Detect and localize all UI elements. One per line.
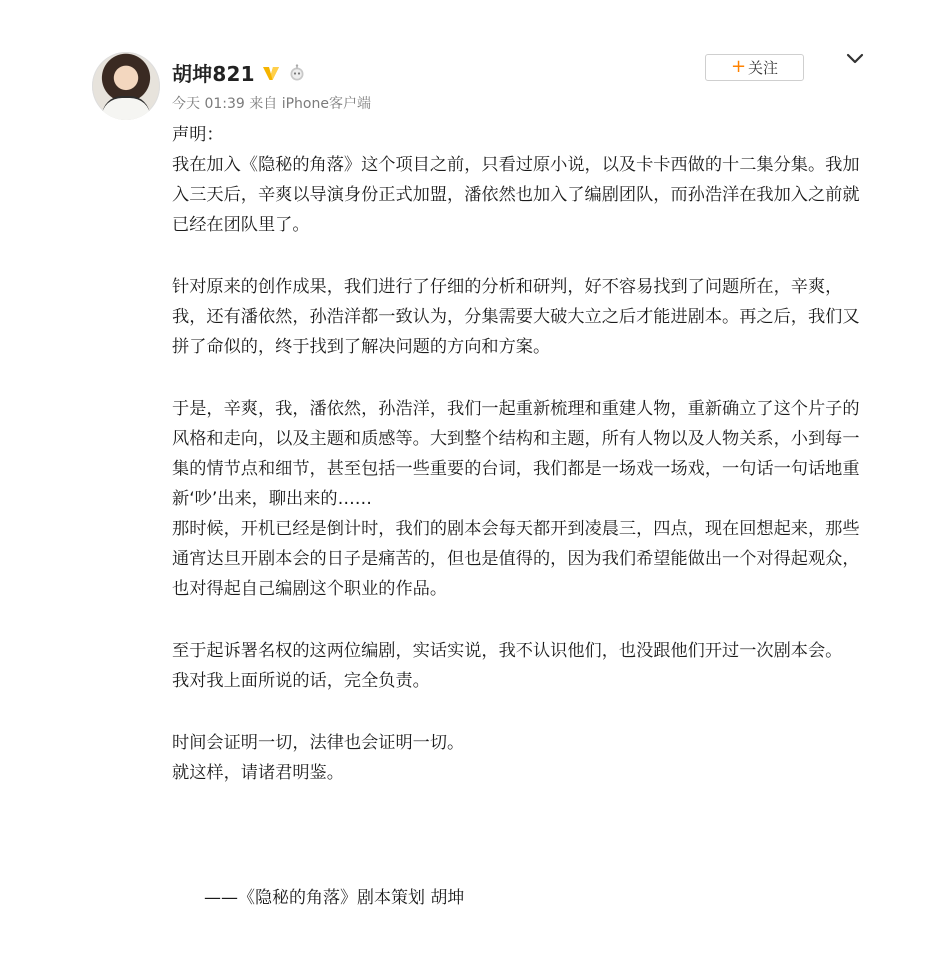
avatar-shirt — [102, 96, 150, 120]
paragraph-gap — [172, 240, 860, 272]
paragraph-5: 至于起诉署名权的这两位编剧，实话实说，我不认识他们，也没跟他们开过一次剧本会。 — [172, 641, 843, 661]
follow-label: 关注 — [748, 59, 779, 77]
paragraph-gap — [172, 362, 860, 394]
vip-badge-icon — [261, 64, 281, 82]
signature: ——《隐秘的角落》剧本策划 胡坤 — [204, 888, 465, 908]
username[interactable]: 胡坤821 — [172, 62, 255, 86]
paragraph-gap — [172, 604, 860, 636]
paragraph-gap — [172, 696, 860, 728]
post-header — [172, 58, 371, 113]
paragraph-6: 我对我上面所说的话，完全负责。 — [172, 671, 430, 691]
paragraph-4: 那时候，开机已经是倒计时，我们的剧本会每天都开到凌晨三，四点，现在回想起来，那些通宵达旦开剧本会的日子是痛苦的，但也是值得的，因为我们希望能做出一个对得起观众，也对得起自己编剧这个职业的作品。 — [172, 519, 860, 599]
statement-heading: 声明： — [172, 125, 224, 145]
paragraph-1: 我在加入《隐秘的角落》这个项目之前，只看过原小说，以及卡卡西做的十二集分集。我加入三天后，辛爽以导演身份正式加盟，潘依然也加入了编剧团队，而孙浩洋在我加入之前就已经在团队里了。 — [172, 155, 860, 235]
follow-button[interactable] — [705, 54, 804, 81]
paragraph-8: 就这样，请诸君明鉴。 — [172, 763, 344, 783]
paragraph-7: 时间会证明一切，法律也会证明一切。 — [172, 733, 465, 753]
avatar[interactable] — [92, 52, 160, 120]
plus-icon: + — [730, 56, 747, 77]
paragraph-3: 于是，辛爽，我，潘依然，孙浩洋，我们一起重新梳理和重建人物，重新确立了这个片子的风格和走向，以及主题和质感等。大到整个结构和主题，所有人物以及人物关系，小到每一集的情节点和细节，甚至包括一些重要的台词，我们都是一场戏一场戏，一句话一句话地重新‘吵’出来，聊出来的…… — [172, 399, 860, 509]
post-body — [172, 120, 860, 788]
robot-icon — [287, 64, 307, 82]
chevron-down-icon[interactable] — [846, 52, 864, 66]
name-row — [172, 58, 371, 87]
paragraph-2: 针对原来的创作成果，我们进行了仔细的分析和研判，好不容易找到了问题所在，辛爽，我，还有潘依然，孙浩洋都一致认为，分集需要大破大立之后才能进剧本。再之后，我们又拼了命似的，终于找到了解决问题的方向和方案。 — [172, 277, 860, 357]
post-meta: 今天 01:39 来自 iPhone客户端 — [172, 96, 371, 112]
